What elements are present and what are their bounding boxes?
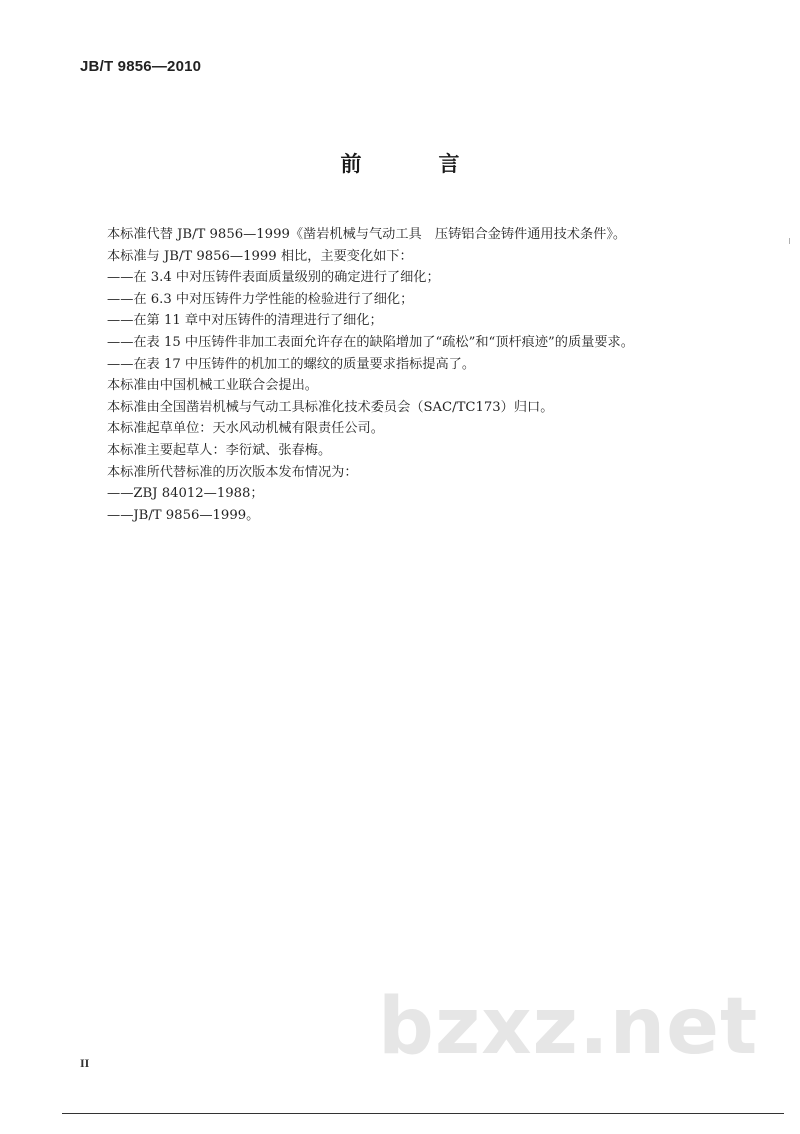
change-item: ——在表 15 中压铸件非加工表面允许存在的缺陷增加了“疏松”和“顶杆痕迹”的质量要求。 (107, 334, 634, 350)
standard-code-header: JB/T 9856—2010 (80, 58, 202, 75)
change-item: ——在 6.3 中对压铸件力学性能的检验进行了细化； (107, 291, 414, 307)
paragraph-drafters: 本标准主要起草人：李衍斌、张春梅。 (107, 442, 332, 458)
page-title: 前 言 (340, 152, 488, 176)
paragraph-committee: 本标准由全国凿岩机械与气动工具标准化技术委员会（SAC/TC173）归口。 (107, 399, 554, 415)
foreword-body (107, 224, 747, 526)
history-item: ——JB/T 9856—1999。 (107, 507, 260, 523)
paragraph-drafting-unit: 本标准起草单位：天水风动机械有限责任公司。 (107, 421, 384, 437)
history-item: ——ZBJ 84012—1988； (107, 486, 264, 502)
page-number: II (80, 1056, 90, 1070)
paragraph-supersedes: 本标准代替 JB/T 9856—1999《凿岩机械与气动工具 压铸铝合金铸件通用技术条件》。 (107, 227, 627, 242)
paragraph-changes-intro: 本标准与 JB/T 9856—1999 相比，主要变化如下： (107, 248, 413, 264)
change-item: ——在表 17 中压铸件的机加工的螺纹的质量要求指标提高了。 (107, 356, 476, 372)
footer-divider (62, 1113, 784, 1114)
paragraph-proposer: 本标准由中国机械工业联合会提出。 (107, 378, 318, 394)
paragraph-history-intro: 本标准所代替标准的历次版本发布情况为： (107, 464, 358, 480)
change-item: ——在 3.4 中对压铸件表面质量级别的确定进行了细化； (107, 270, 440, 286)
change-item: ——在第 11 章中对压铸件的清理进行了细化； (107, 313, 383, 329)
scan-edge-mark (789, 238, 794, 244)
watermark: bzxz.net (378, 982, 759, 1072)
